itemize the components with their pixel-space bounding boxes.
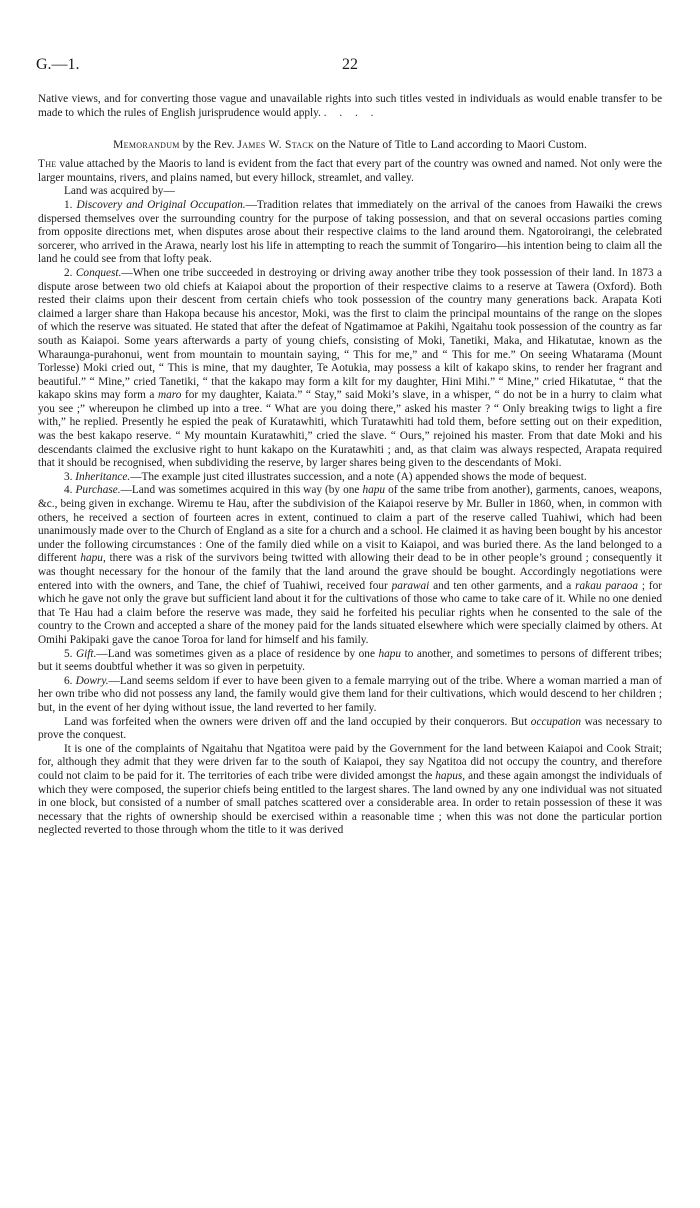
memorandum-heading: Memorandum by the Rev. James W. Stack on the Nature of Title to Land according to Maori Custom. (113, 139, 587, 152)
section-gift: 5. Gift.—Land was sometimes given as a place of residence by one hapu to another, and sometimes to persons of different tribes; but it seems doubtful whether it was so given in perpetuity. (38, 647, 663, 674)
paragraph-acquired-by: Land was acquired by— (64, 185, 175, 198)
section-inheritance: 3. Inheritance.—The example just cited illustrates succession, and a note (A) appended shows the mode of bequest. (64, 470, 587, 483)
section-conquest: 2. Conquest.—When one tribe succeeded in destroying or driving away another tribe they took possession of their land. In 1873 a dispute arose between two old chiefs at Kaiapoi about the proportion of their respective claims to a reserve at Tawera (Oxford). Both rested their claims upon their descent from certain chiefs who took possession of the country many generations back. Arapata Koti claimed a larger share than Hakopa because his ancestor, Moki, was the first to claim the principal mountains of the range on the slopes of which the reserve was situated. He stated that after the defeat of Ngatimamoe at Pakihi, Ngaitahu took possession of the country as far south as Kaiapoi. Some years afterwards a party of young chiefs, consisting of Moki, Tanetiki, Maka, and Hikatutae, known as the Wharaunga-purahonui, went from mountain to mountain saying, “ This for me,” and “ This for me.” On seeing Whatarama (Mount Torlesse) Moki cried out, “ This is mine, that my daughter, Te Aotukia, may possess a kilt of kakapo skins, to render her fragrant and beautiful.” “ Mine,” cried Tanetiki, “ that the kakapo may form a kilt for my daughter, Hini Mihi.” “ Mine,” cried Hikatutae, “ that the kakapo skins may form a maro for my daughter, Kaiata.” “ Stay,” said Moki’s slave, in a whisper, “ do not be in a hurry to claim what you see ;” whereupon he climbed up into a tree. “ What are you doing there,” asked his master ? “ Only breaking twigs to light a fire with,” he replied. Presently he espied the peak of Kuratawhiti, which Turatawhiti had told them, before setting out on their expedition, was the best kakapo reserve. “ My mountain Kuratawhiti,” cried the slave. “ Ours,” rejoined his master. From that date Moki and his descendants claimed the exclusive right to hunt kakapo on the Kuratawhiti ; and, as that claim was always respected, Arapata required that it should be recognised, when subdividing the reserve, by larger shares being given to the descendants of Moki. (38, 266, 663, 470)
page-number: 22 (342, 56, 358, 73)
intro-paragraph: Native views, and for converting those vague and unavailable rights into such titles vested in individuals as would enable transfer to be made to which the rules of English jurisprudence would apply. . . . . (38, 93, 662, 119)
page-reference: G.—1. (36, 56, 80, 73)
paragraph-forfeiture: Land was forfeited when the owners were driven off and the land occupied by their conquerors. But occupation was necessary to prove the conquest. (38, 715, 662, 742)
paragraph-value-of-land: The value attached by the Maoris to land is evident from the fact that every part of the country was owned and named. Not only were the larger mountains, rivers, and plains named, but every hillock, streamlet, and valley. (38, 158, 662, 184)
paragraph-ngaitahu-complaint: It is one of the complaints of Ngaitahu that Ngatitoa were paid by the Government for the land between Kaiapoi and Cook Strait; for, although they admit that they were driven far to the south of Kaiapoi, they say Ngatitoa did not occupy the country, and therefore could not claim to be paid for it. The territories of each tribe were divided amongst the hapus, and these again amongst the individuals of which they were composed, the superior chiefs being entitled to the largest shares. The land owned by any one individual was not situated in one block, but consisted of a number of small patches scattered over a considerable area. In order to retain possession of these it was necessary that the rights of ownership should be exercised within a reasonable time ; when this was not done the particular portion neglected reverted to those through whom the title to it was derived (38, 742, 662, 837)
section-discovery: 1. Discovery and Original Occupation.—Tradition relates that immediately on the arrival of the canoes from Hawaiki the crews dispersed themselves over the surrounding country for the purpose of taking possession, and that on several occasions parties coming from opposite directions met, when disputes arose about their respective claims to the land around them. Ngatoroirangi, the celebrated sorcerer, who arrived in the Arawa, nearly lost his life in attempting to reach the summit of Tongariro—his intention being to claim all the land he could see from that lofty peak. (38, 198, 662, 266)
section-purchase: 4. Purchase.—Land was sometimes acquired in this way (by one hapu of the same tribe from another), garments, canoes, weapons, &c., being given in exchange. Wiremu te Hau, after the subdivision of the Kaiapoi reserve by Mr. Buller in 1860, when, in common with others, he received a section of fourteen acres in extent, continued to claim a part of the reserve called Tuahiwi, which had been unanimously made over to the Church of England as a site for a church and a school. He claimed it as having been bought by his ancestor under the following circumstances : One of the family died while on a visit to Kaiapoi, and was buried there. As the land belonged to a different hapu, there was a risk of the survivors being twitted with allowing their dead to be in other people’s ground ; consequently it was thought necessary for the honour of the family that the land around the grave should be bought. Accordingly negotiations were entered into with the owners, and Tane, the chief of Tuahiwi, received four parawai and ten other garments, and a rakau paraoa ; for which he gave not only the grave but sufficient land about it for the cultivations of those who came to take care of it. While no one denied that Te Hau had a claim before the reserve was made, they said he forfeited his peculiar rights when he consented to the sale of the country to the Crown and accepted a share of the money paid for the lands situated elsewhere which were specially claimed by others. At Omihi Pakipaki gave the canoe Toroa for land for himself and his family. (38, 484, 663, 646)
document-body (38, 93, 662, 838)
section-dowry: 6. Dowry.—Land seems seldom if ever to have been given to a female marrying out of the tribe. Where a woman married a man of her own tribe who did not possess any land, the family would give them land for their cultivations, which would descend to her children ; but, in the event of her dying without issue, the land reverted to her family. (38, 674, 662, 714)
